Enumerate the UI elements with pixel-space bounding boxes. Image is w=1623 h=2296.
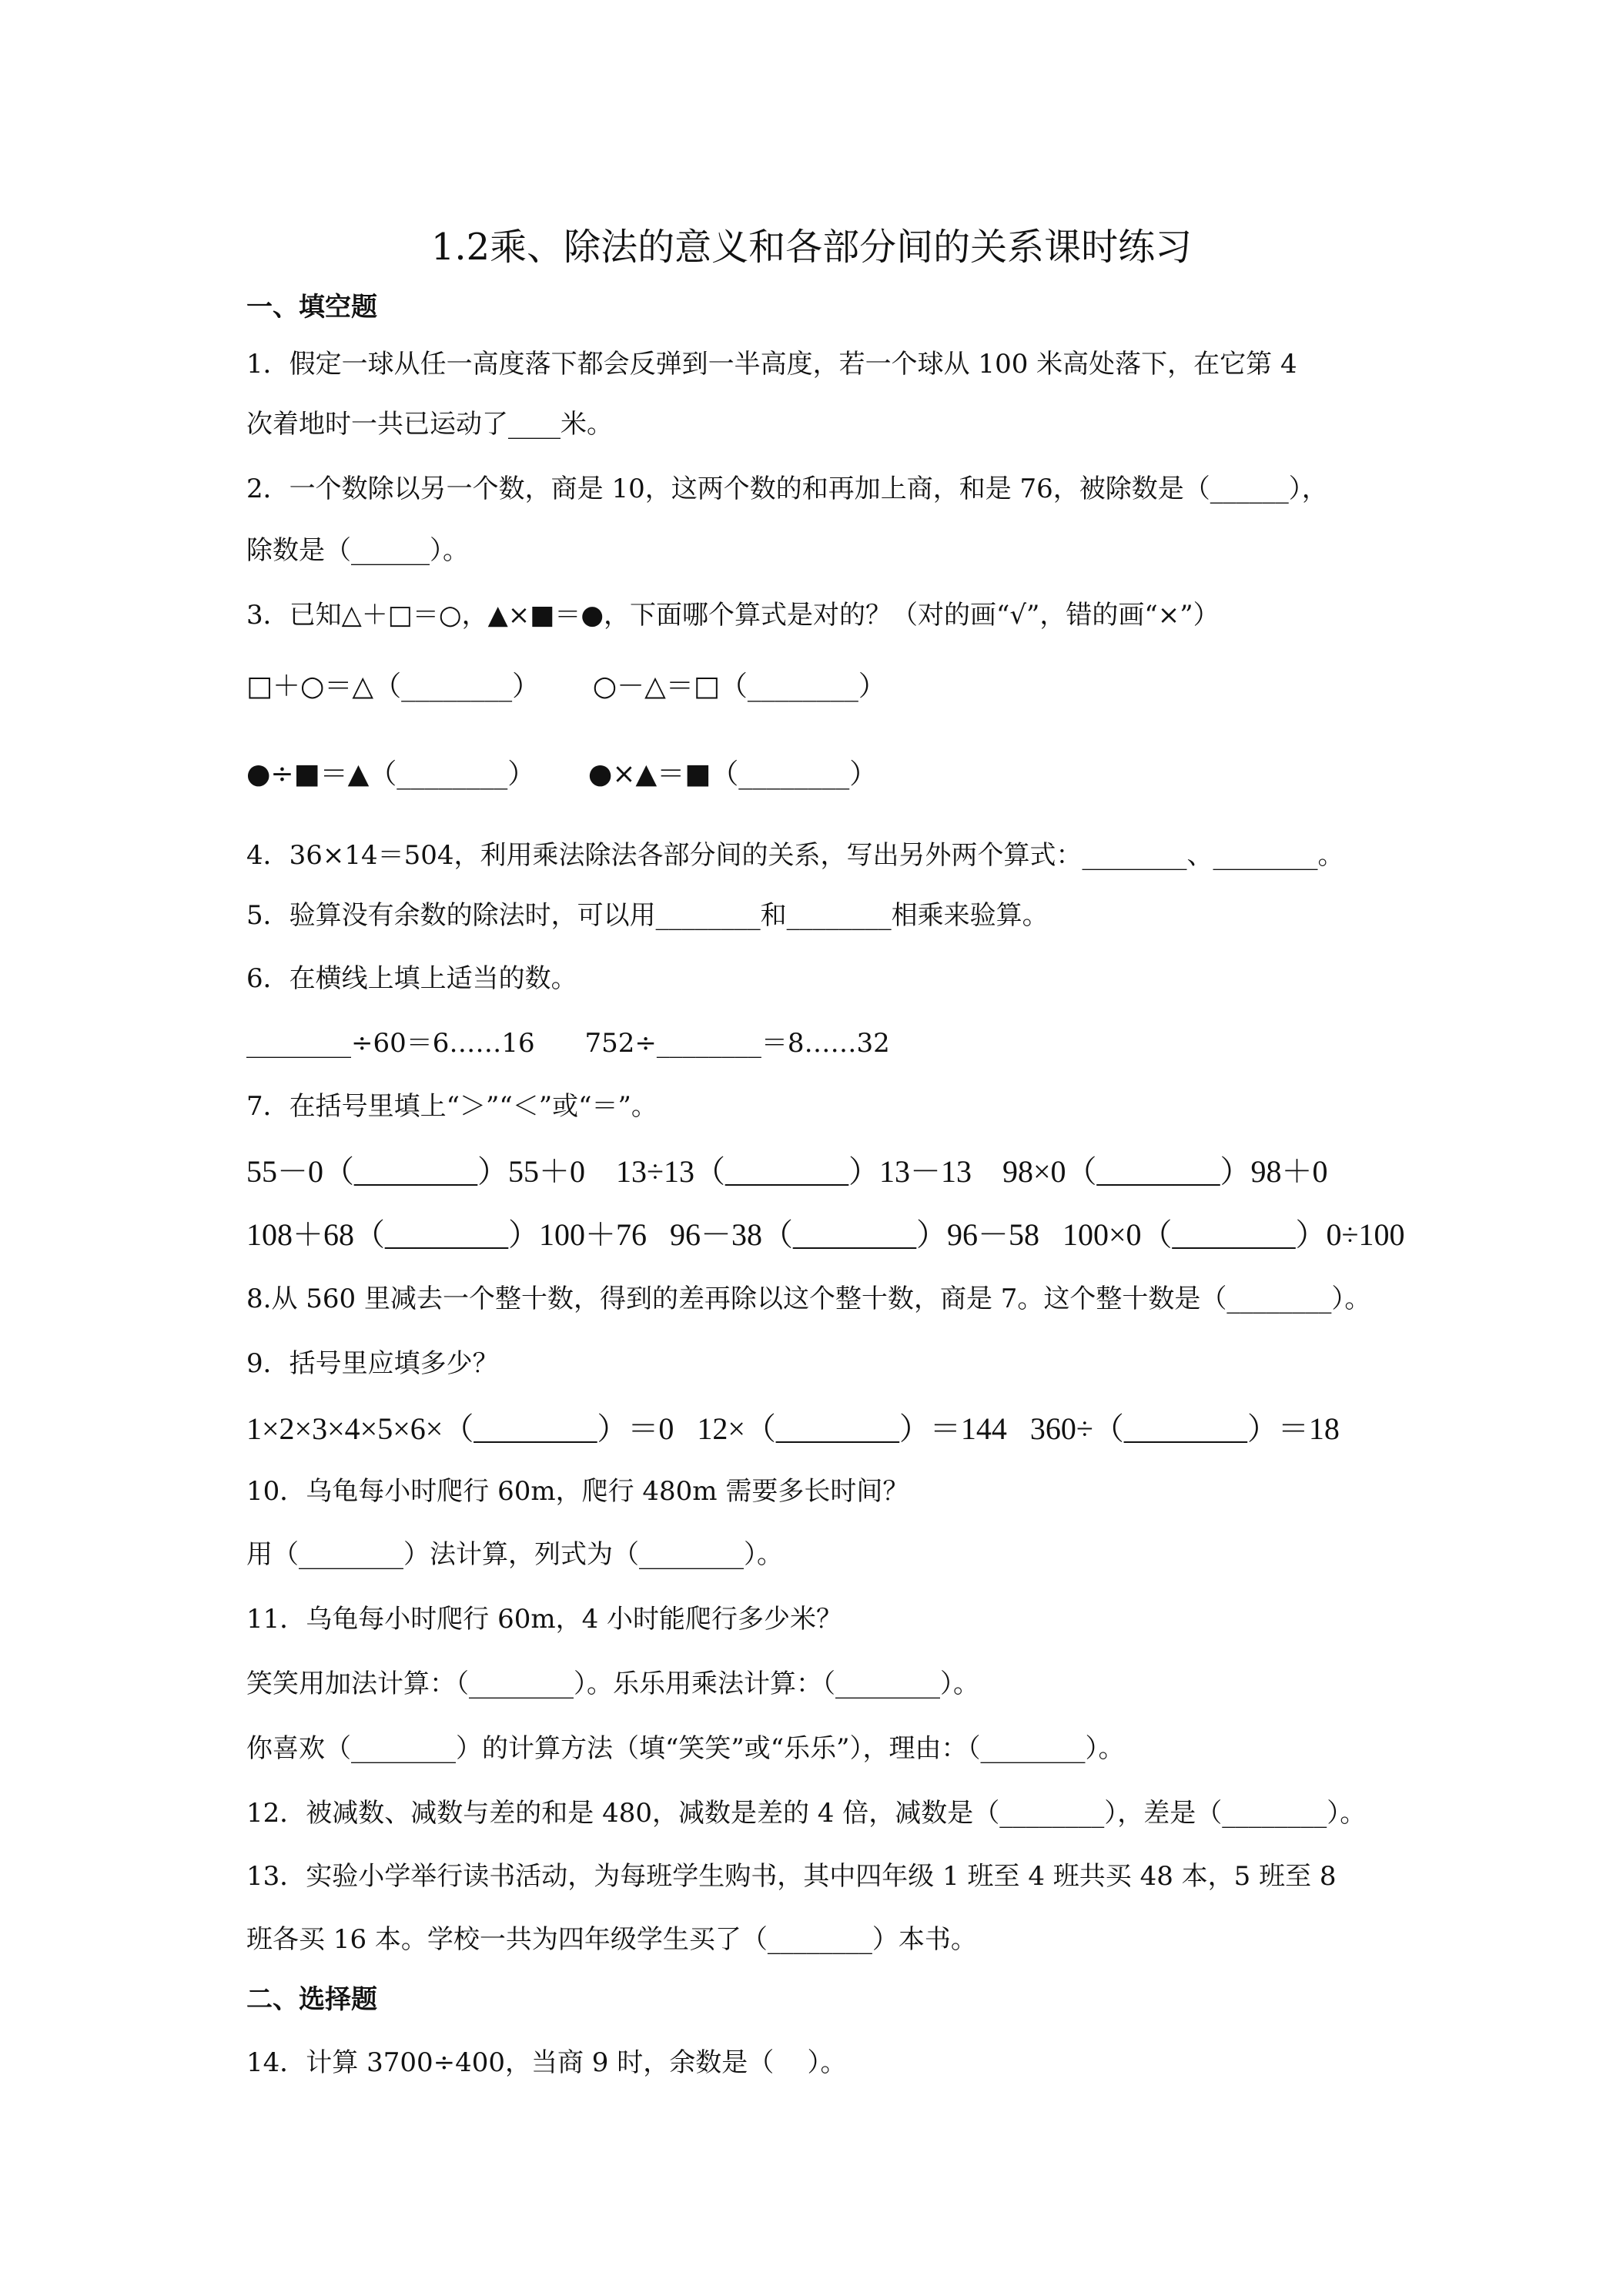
question-line: 108＋68（________）100＋76 96－38（________）96－58 100×0（________）0÷100 <box>246 1217 1405 1252</box>
question-line: ●÷■＝▲（________） ●×▲＝■（________） <box>246 758 878 790</box>
section-heading-choice: 二、选择题 <box>246 1984 377 2015</box>
question-line: 你喜欢（________）的计算方法（填“笑笑”或“乐乐”），理由：（________）。 <box>246 1733 1125 1764</box>
question-line: 10．乌龟每小时爬行 60m，爬行 480m 需要多长时间？ <box>246 1476 909 1507</box>
question-line: 9．括号里应填多少？ <box>246 1348 499 1379</box>
question-line: 次着地时一共已运动了____米。 <box>246 409 613 440</box>
question-line: 12．被减数、减数与差的和是 480，减数是差的 4 倍，减数是（________），差是（________）。 <box>246 1798 1367 1829</box>
section-heading-fill-in: 一、填空题 <box>246 292 377 323</box>
question-line: 14．计算 3700÷400，当商 9 时，余数是（ ）。 <box>246 2047 847 2078</box>
question-line: 13．实验小学举行读书活动，为每班学生购书，其中四年级 1 班至 4 班共买 48 本，5 班至 8 <box>246 1861 1337 1892</box>
question-line: 8.从 560 里减去一个整十数，得到的差再除以这个整十数，商是 7。这个整十数是（________）。 <box>246 1284 1371 1314</box>
question-line: 班各买 16 本。学校一共为四年级学生买了（________）本书。 <box>246 1924 977 1955</box>
question-line: 5．验算没有余数的除法时，可以用________和________相乘来验算。 <box>246 900 1049 931</box>
question-line: 11．乌龟每小时爬行 60m，4 小时能爬行多少米？ <box>246 1604 843 1635</box>
question-line: 55－0（________）55＋0 13÷13（________）13－13 98×0（________）98＋0 <box>246 1154 1328 1189</box>
question-line: 笑笑用加法计算：（________）。乐乐用乘法计算：（________）。 <box>246 1668 979 1699</box>
question-line: 用（________）法计算，列式为（________）。 <box>246 1539 783 1570</box>
question-line: 1．假定一球从任一高度落下都会反弹到一半高度，若一个球从 100 米高处落下，在它第 4 <box>246 349 1297 380</box>
page-title: 1.2乘、除法的意义和各部分间的关系课时练习 <box>430 226 1193 269</box>
question-line: 1×2×3×4×5×6×（________）＝0 12×（________）＝144 360÷（________）＝18 <box>246 1411 1340 1446</box>
question-line: 3．已知△＋□＝○，▲×■＝●，下面哪个算式是对的？（对的画“√”，错的画“×”） <box>246 600 1220 631</box>
question-line: □＋○＝△（________） ○－△＝□（________） <box>246 671 886 702</box>
question-line: 2．一个数除以另一个数，商是 10，这两个数的和再加上商，和是 76，被除数是（______）， <box>246 474 1328 504</box>
question-line: 6．在横线上填上适当的数。 <box>246 963 577 994</box>
question-line: 7．在括号里填上“＞”“＜”或“＝”。 <box>246 1091 658 1122</box>
question-line: 4．36×14＝504，利用乘法除法各部分间的关系，写出另外两个算式：________、________。 <box>246 840 1344 871</box>
question-line: 除数是（______）。 <box>246 535 469 566</box>
question-line: ________÷60＝6……16 752÷________＝8……32 <box>246 1028 890 1059</box>
